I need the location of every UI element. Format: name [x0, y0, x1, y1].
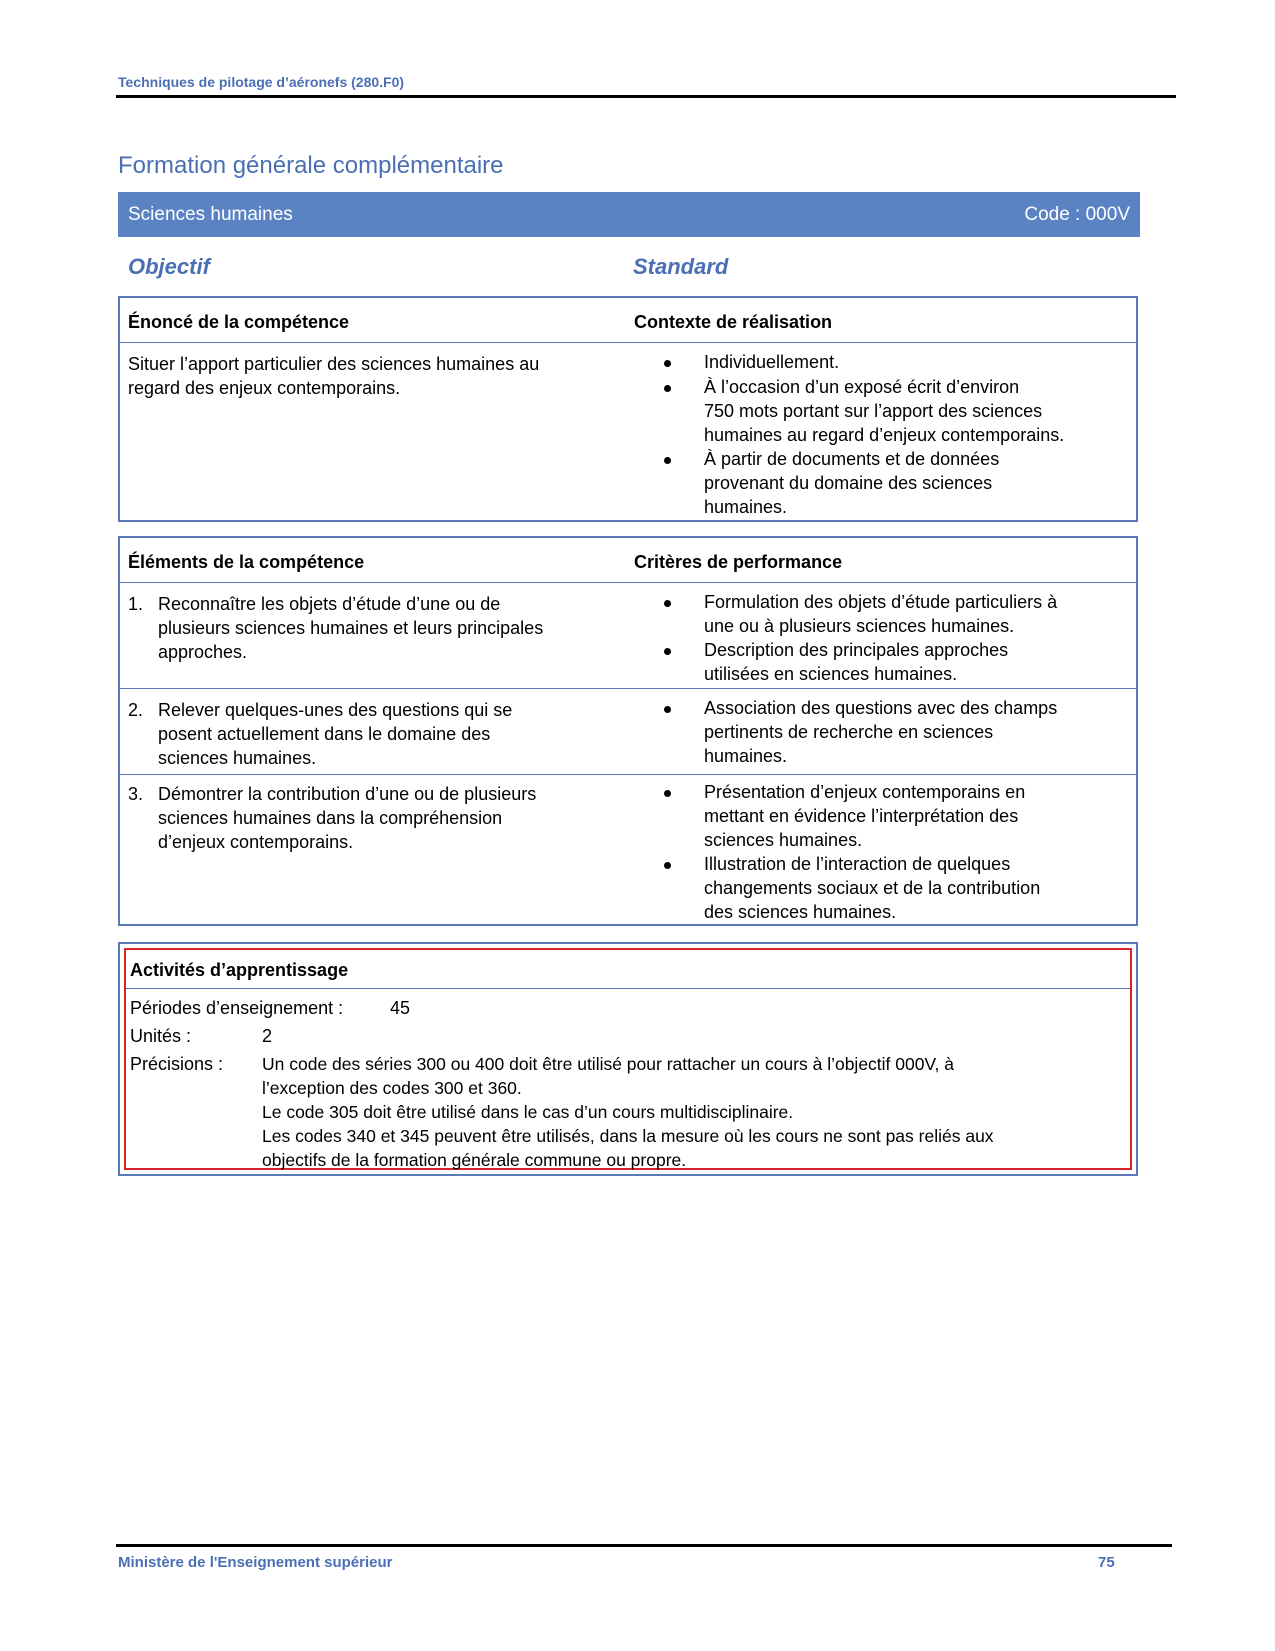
element-line: Reconnaître les objets d’étude d’une ou de — [158, 594, 501, 614]
element-line: Relever quelques-unes des questions qui se — [158, 700, 513, 720]
criteria-line: sciences humaines. — [704, 830, 863, 850]
precision-line: Le code 305 doit être utilisé dans le cas d’un cours multidisciplinaire. — [262, 1102, 794, 1122]
bullet-icon — [664, 790, 671, 797]
statement-header: Énoncé de la compétence — [128, 312, 350, 332]
element-number: 1. — [128, 594, 144, 614]
standard-label: Standard — [633, 254, 729, 279]
context-header: Contexte de réalisation — [634, 312, 833, 332]
context-line: À partir de documents et de données — [704, 449, 1000, 469]
units-label: Unités : — [130, 1026, 192, 1046]
criteria-line: Présentation d’enjeux contemporains en — [704, 782, 1026, 802]
bullet-icon — [664, 360, 671, 367]
divider — [120, 342, 1136, 343]
periods-label: Périodes d’enseignement : — [130, 998, 344, 1018]
criteria-line: une ou à plusieurs sciences humaines. — [704, 616, 1015, 636]
elements-header: Éléments de la compétence — [128, 552, 365, 572]
element-line: d’enjeux contemporains. — [158, 832, 354, 852]
element-line: sciences humaines. — [158, 748, 317, 768]
precision-line: Un code des séries 300 ou 400 doit être utilisé pour rattacher un cours à l’objectif 000V, à — [262, 1054, 955, 1074]
context-line: 750 mots portant sur l’apport des sciences — [704, 401, 1043, 421]
divider — [120, 582, 1136, 583]
document-header: Techniques de pilotage d’aéronefs (280.F0) — [118, 74, 405, 90]
bullet-icon — [664, 706, 671, 713]
statement-line: Situer l’apport particulier des sciences humaines au — [128, 354, 540, 374]
bullet-icon — [664, 600, 671, 607]
criteria-line: humaines. — [704, 746, 788, 766]
bullet-icon — [664, 385, 671, 392]
element-line: posent actuellement dans le domaine des — [158, 724, 491, 744]
competence-table — [118, 296, 1138, 522]
element-number: 2. — [128, 700, 144, 720]
criteria-line: Description des principales approches — [704, 640, 1009, 660]
divider — [120, 774, 1136, 775]
criteria-line: Illustration de l’interaction de quelques — [704, 854, 1011, 874]
criteria-line: changements sociaux et de la contribution — [704, 878, 1041, 898]
activities-header: Activités d’apprentissage — [130, 960, 349, 980]
divider — [120, 688, 1136, 689]
criteria-line: utilisées en sciences humaines. — [704, 664, 958, 684]
element-line: sciences humaines dans la compréhension — [158, 808, 503, 828]
subject-banner — [118, 192, 1140, 237]
bullet-icon — [664, 457, 671, 464]
context-line: Individuellement. — [704, 352, 840, 372]
bullet-icon — [664, 862, 671, 869]
criteria-line: des sciences humaines. — [704, 902, 897, 922]
page-number: 75 — [1098, 1554, 1115, 1571]
periods-value: 45 — [390, 998, 411, 1018]
subject-code: Code : 000V — [1024, 204, 1130, 225]
criteria-header: Critères de performance — [634, 552, 843, 572]
objective-label: Objectif — [128, 254, 210, 279]
element-number: 3. — [128, 784, 144, 804]
activities-box — [118, 942, 1138, 1176]
activities-inner — [124, 948, 1132, 1170]
footer-ministry: Ministère de l'Enseignement supérieur — [118, 1554, 393, 1571]
divider — [126, 988, 1130, 989]
context-line: provenant du domaine des sciences — [704, 473, 993, 493]
precision-line: Les codes 340 et 345 peuvent être utilisés, dans la mesure où les cours ne sont pas reliés aux — [262, 1126, 994, 1146]
criteria-line: pertinents de recherche en sciences — [704, 722, 994, 742]
units-value: 2 — [262, 1026, 273, 1046]
criteria-line: Formulation des objets d’étude particuliers à — [704, 592, 1058, 612]
statement-line: regard des enjeux contemporains. — [128, 378, 401, 398]
precision-line: l’exception des codes 300 et 360. — [262, 1078, 522, 1098]
section-title: Formation générale complémentaire — [118, 152, 504, 179]
context-line: humaines. — [704, 497, 788, 517]
footer-rule — [116, 1544, 1172, 1547]
subject-name: Sciences humaines — [128, 204, 293, 225]
bullet-icon — [664, 648, 671, 655]
precision-line: objectifs de la formation générale commune ou propre. — [262, 1150, 687, 1170]
element-line: approches. — [158, 642, 248, 662]
context-line: humaines au regard d’enjeux contemporains. — [704, 425, 1065, 445]
header-rule — [116, 95, 1176, 98]
precisions-label: Précisions : — [130, 1054, 224, 1074]
element-line: plusieurs sciences humaines et leurs principales — [158, 618, 544, 638]
element-line: Démontrer la contribution d’une ou de plusieurs — [158, 784, 537, 804]
criteria-line: mettant en évidence l’interprétation des — [704, 806, 1019, 826]
criteria-line: Association des questions avec des champs — [704, 698, 1058, 718]
elements-table — [118, 536, 1138, 926]
context-line: À l’occasion d’un exposé écrit d’environ — [704, 377, 1020, 397]
